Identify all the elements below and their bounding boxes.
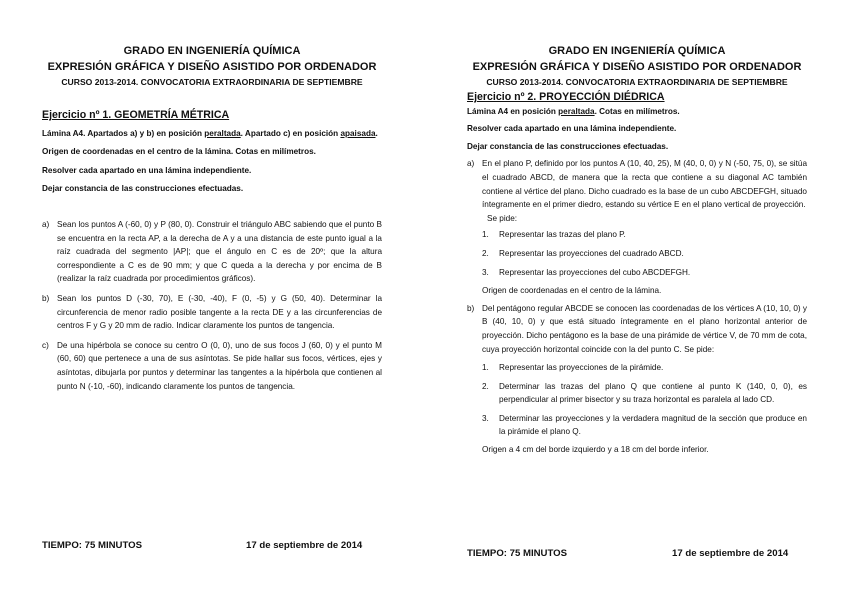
exercise-2-item-a-pide: Se pide: (487, 213, 518, 223)
exercise-1-item-c: c) De una hipérbola se conoce su centro O (0, 0), uno de sus focos J (60, 0) y el punto M (60, 60) que pertenece a una de sus asíntotas. Se pide hallar sus focos, vértices, ejes y asíntotas, dibujarla por puntos y determinar las tangentes a la hipérbola que contienen al punto N (-10, -60), indicando claramente los puntos de tangencia. (42, 340, 382, 391)
exercise-2-item-a-origin: Origen de coordenadas en el centro de la lámina. (482, 286, 662, 296)
exercise-2-title: Ejercicio nº 2. PROYECCIÓN DIÉDRICA (467, 91, 665, 103)
exercise-1-item-b: b) Sean los puntos D (-30, 70), E (-30, -40), F (0, -5) y G (50, 40). Determinar la circunferencia de menor radio posible tangente a la recta DE y a las circunferencias de centros F y G y 20 mm de radio. Indicar claramente los puntos de tangencia. (42, 293, 382, 331)
exercise-2-page (467, 0, 807, 457)
exercise-2-item-a-sub-3: 3. Representar las proyecciones del cubo ABCDEFGH. (482, 267, 691, 277)
exercise-1-footer-date: 17 de septiembre de 2014 (246, 540, 363, 551)
exercise-2-item-b: b) Del pentágono regular ABCDE se conocen las coordenadas de los vértices A (10, 10, 0) y B (40, 10, 0) y que está situado íntegramente en el plano horizontal anterior de proyección. Dicho pentágono es la base de una pirámide de vértice V, de 70 mm de cota, cuya proyección horizontal coincide con la del punto C. Se pide: (467, 303, 807, 354)
exercise-2-item-b-sub-3: 3. Determinar las proyecciones y la verdadera magnitud de la sección que produce en la pirámide el plano Q. (482, 413, 807, 437)
exercise-2-footer-time: TIEMPO: 75 MINUTOS (467, 548, 568, 559)
exercise-2-intro-resolve: Resolver cada apartado en una lámina independiente. (467, 124, 677, 134)
header-course-name: EXPRESIÓN GRÁFICA Y DISEÑO ASISTIDO POR ORDENADOR (472, 61, 802, 73)
exercise-1-intro-resolve: Resolver cada apartado en una lámina independiente. (42, 165, 252, 175)
header-degree: GRADO EN INGENIERÍA QUÍMICA (548, 45, 726, 57)
exercise-1-intro-record: Dejar constancia de las construcciones efectuadas. (42, 184, 244, 194)
exercise-2-intro-record: Dejar constancia de las construcciones efectuadas. (467, 141, 669, 151)
exercise-2-intro-sheet: Lámina A4 en posición peraltada. Cotas en milímetros. (467, 106, 680, 116)
exercise-1-intro-sheet: Lámina A4. Apartados a) y b) en posición peraltada. Apartado c) en posición apaisada. (42, 128, 378, 138)
header-session: CURSO 2013-2014. CONVOCATORIA EXTRAORDINARIA DE SEPTIEMBRE (61, 77, 363, 87)
exercise-2-item-b-origin: Origen a 4 cm del borde izquierdo y a 18 cm del borde inferior. (482, 445, 709, 455)
header-degree: GRADO EN INGENIERÍA QUÍMICA (123, 45, 301, 57)
exercise-1-item-a: a) Sean los puntos A (-60, 0) y P (80, 0). Construir el triángulo ABC sabiendo que el punto B se encuentra en la recta AP, a la derecha de A y a una distancia de este punto igual a la raíz cuadrada del segmento |AP|; que el ángulo en C es de 20º; que la altura correspondiente a C es de 90 mm; y que C queda a la derecha y por encima de B (realizar la raíz cuadrada por procedimientos gráficos). (42, 219, 382, 284)
exercise-1-footer-time: TIEMPO: 75 MINUTOS (42, 540, 143, 551)
exercise-2-item-a: a) En el plano P, definido por los puntos A (10, 40, 25), M (40, 0, 0) y N (-50, 75, 0), se sitúa el cuadrado ABCD, de manera que la recta que contiene a su diagonal AC también contiene al vértice del plano. Dicho cuadrado es la base de un cubo ABCDEFGH, situado íntegramente en el primer diedro, estando su vértice E en el plano vertical de proyección. (467, 159, 807, 210)
exercise-2-item-a-sub-2: 2. Representar las proyecciones del cuadrado ABCD. (482, 248, 684, 258)
exercise-1-intro-origin: Origen de coordenadas en el centro de la lámina. Cotas en milímetros. (42, 147, 316, 157)
exercise-2-item-b-sub-2: 2. Determinar las trazas del plano Q que contiene al punto K (140, 0, 0), es perpendicular al primer bisector y su traza horizontal es paralela al lado CD. (482, 381, 807, 405)
header-course-name: EXPRESIÓN GRÁFICA Y DISEÑO ASISTIDO POR ORDENADOR (47, 61, 377, 73)
exercise-2-item-b-sub-1: 1. Representar las proyecciones de la pirámide. (482, 363, 664, 373)
exercise-1-page (42, 0, 382, 393)
exercise-2-footer-date: 17 de septiembre de 2014 (672, 548, 789, 559)
exercise-2-item-a-sub-1: 1. Representar las trazas del plano P. (482, 230, 626, 240)
exercise-1-title: Ejercicio nº 1. GEOMETRÍA MÉTRICA (42, 109, 230, 121)
header-session: CURSO 2013-2014. CONVOCATORIA EXTRAORDINARIA DE SEPTIEMBRE (486, 77, 788, 87)
